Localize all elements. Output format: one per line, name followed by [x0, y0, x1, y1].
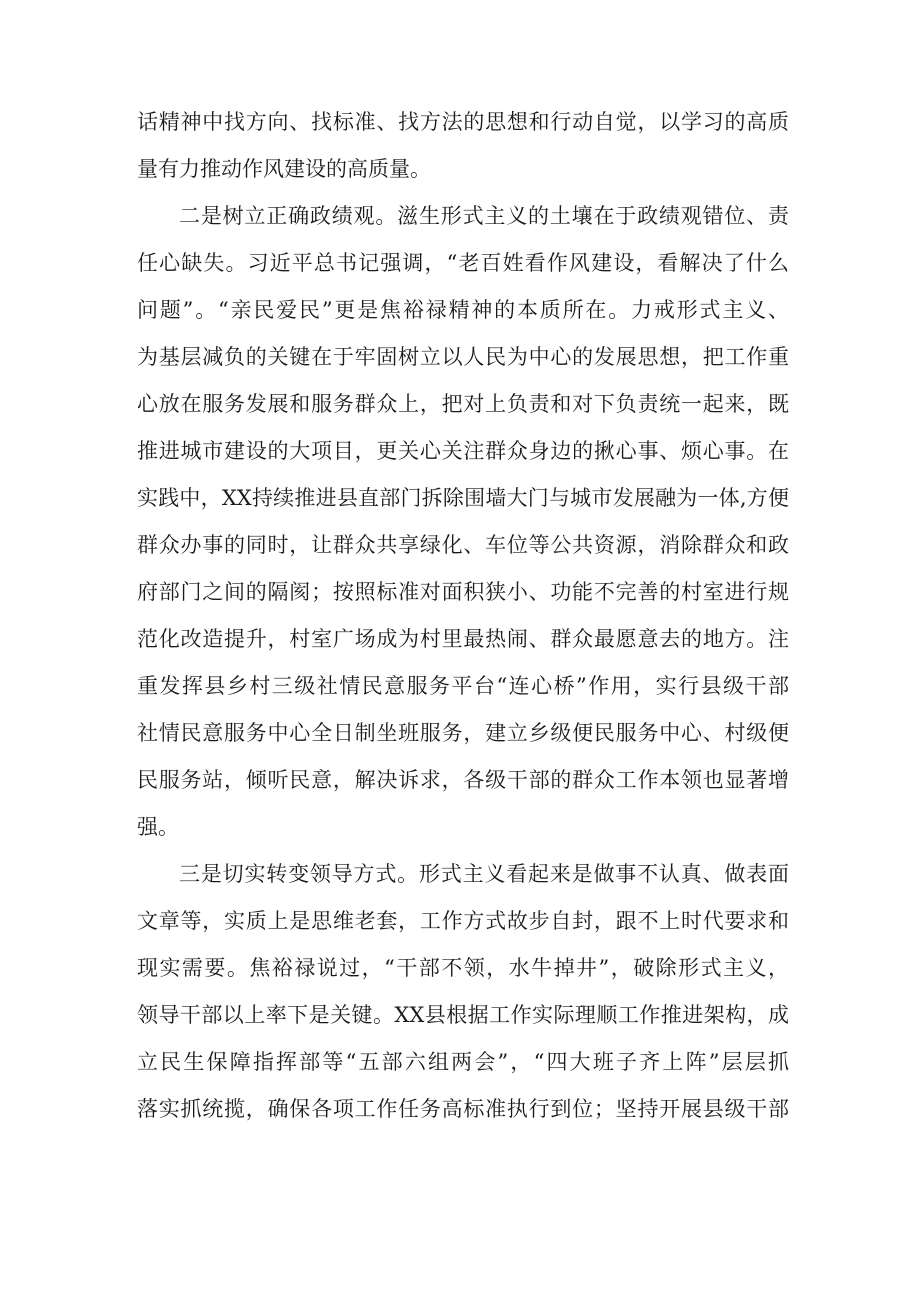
text-line: 府部门之间的隔阂；按照标准对面积狭小、功能不完善的村室进行规 [137, 580, 789, 604]
text-line: 现实需要。焦裕禄说过，“干部不领，水牛掉井”，破除形式主义， [137, 956, 789, 980]
text-line: 落实抓统揽，确保各项工作任务高标准执行到位；坚持开展县级干部 [137, 1097, 789, 1121]
text-line: 强。 [137, 815, 179, 839]
text-line: 心放在服务发展和服务群众上，把对上负责和对下负责统一起来，既 [137, 392, 789, 416]
text-line: 范化改造提升，村室广场成为村里最热闹、群众最愿意去的地方。注 [137, 627, 789, 651]
text-line: 领导干部以上率下是关键。XX县根据工作实际理顺工作推进架构，成 [137, 1003, 789, 1027]
text-line: 民服务站，倾听民意，解决诉求，各级干部的群众工作本领也显著增 [137, 768, 789, 792]
text-line: 量有力推动作风建设的高质量。 [137, 157, 431, 181]
text-line: 任心缺失。习近平总书记强调，“老百姓看作风建设，看解决了什么 [137, 251, 789, 275]
text-line: 推进城市建设的大项目，更关心关注群众身边的揪心事、烦心事。在 [137, 439, 789, 463]
paragraph-first-line: 二是树立正确政绩观。滋生形式主义的土壤在于政绩观错位、责 [179, 204, 789, 228]
text-line: 社情民意服务中心全日制坐班服务，建立乡级便民服务中心、村级便 [137, 721, 789, 745]
text-line: 问题”。“亲民爱民”更是焦裕禄精神的本质所在。力戒形式主义、 [137, 298, 789, 322]
document-body [137, 106, 789, 1140]
text-line: 实践中，XX持续推进县直部门拆除围墙大门与城市发展融为一体,方便 [137, 486, 789, 510]
text-line: 文章等，实质上是思维老套，工作方式故步自封，跟不上时代要求和 [137, 909, 789, 933]
text-line: 重发挥县乡村三级社情民意服务平台“连心桥”作用，实行县级干部 [137, 674, 789, 698]
text-line: 立民生保障指挥部等“五部六组两会”，“四大班子齐上阵”层层抓 [137, 1050, 789, 1074]
text-line: 为基层减负的关键在于牢固树立以人民为中心的发展思想，把工作重 [137, 345, 789, 369]
paragraph-first-line: 三是切实转变领导方式。形式主义看起来是做事不认真、做表面 [179, 862, 789, 886]
text-line: 话精神中找方向、找标准、找方法的思想和行动自觉，以学习的高质 [137, 110, 789, 134]
text-line: 群众办事的同时，让群众共享绿化、车位等公共资源，消除群众和政 [137, 533, 789, 557]
